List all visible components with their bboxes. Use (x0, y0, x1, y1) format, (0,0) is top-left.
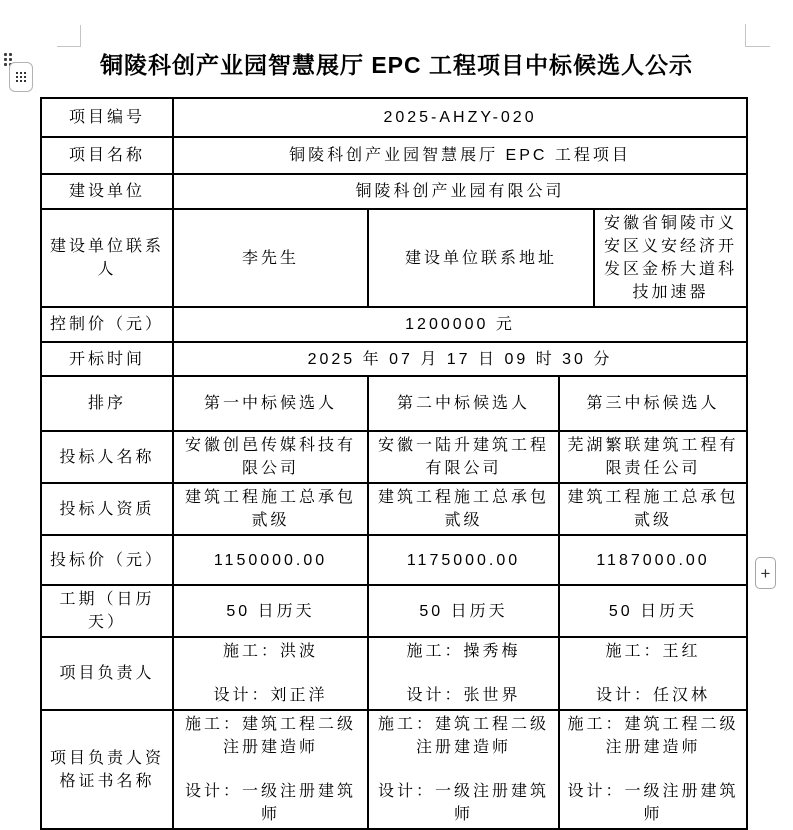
page-margin-mark-top-right (745, 24, 746, 47)
duration-2: 50 日历天 (368, 585, 559, 637)
duration-1: 50 日历天 (173, 585, 368, 637)
bidder-name-1: 安徽创邑传媒科技有限公司 (173, 431, 368, 483)
rank-candidate-1: 第一中标候选人 (173, 376, 368, 431)
contact-address-label: 建设单位联系地址 (368, 209, 594, 307)
control-price-value: 1200000 元 (173, 307, 747, 342)
row-open-time (41, 342, 747, 376)
certificate-1-construction: 施工：建筑工程二级注册建造师 (184, 716, 356, 756)
contact-address: 安徽省铜陵市义安区义安经济开发区金桥大道科技加速器 (594, 209, 747, 307)
row-duration (41, 585, 747, 637)
row-project-no (41, 98, 747, 137)
duration-label: 工期（日历天） (41, 585, 173, 637)
manager-1-construction: 施工：洪波 (222, 643, 318, 660)
bid-price-label: 投标价（元） (41, 535, 173, 585)
row-bidder-qualification (41, 483, 747, 535)
control-price-label: 控制价（元） (41, 307, 173, 342)
duration-3: 50 日历天 (559, 585, 747, 637)
project-no-value: 2025-AHZY-020 (173, 98, 747, 137)
bidder-qualification-1: 建筑工程施工总承包贰级 (173, 483, 368, 535)
row-project-name (41, 137, 747, 174)
manager-2 (368, 637, 559, 710)
table-add-button[interactable] (755, 557, 776, 589)
certificate-1 (173, 710, 368, 829)
bidder-qualification-2: 建筑工程施工总承包贰级 (368, 483, 559, 535)
plus-icon: + (760, 563, 771, 583)
bidder-qualification-label: 投标人资质 (41, 483, 173, 535)
manager-label: 项目负责人 (41, 637, 173, 710)
manager-1-design: 设计：刘正洋 (213, 687, 328, 704)
row-bidder-name (41, 431, 747, 483)
bidder-name-label: 投标人名称 (41, 431, 173, 483)
open-time-value: 2025 年 07 月 17 日 09 时 30 分 (173, 342, 747, 376)
row-contact (41, 209, 747, 307)
bid-price-1: 1150000.00 (173, 535, 368, 585)
certificate-3-design: 设计：一级注册建筑师 (567, 783, 739, 823)
bidder-name-2: 安徽一陆升建筑工程有限公司 (368, 431, 559, 483)
manager-3-construction: 施工：王红 (605, 643, 701, 660)
row-manager (41, 637, 747, 710)
row-rank (41, 376, 747, 431)
certificate-2-design: 设计：一级注册建筑师 (377, 783, 549, 823)
manager-3-design: 设计：任汉林 (596, 687, 711, 704)
row-control-price (41, 307, 747, 342)
rank-candidate-2: 第二中标候选人 (368, 376, 559, 431)
certificate-label: 项目负责人资格证书名称 (41, 710, 173, 829)
contact-label: 建设单位联系人 (41, 209, 173, 307)
project-name-label: 项目名称 (41, 137, 173, 174)
contact-name: 李先生 (173, 209, 368, 307)
owner-label: 建设单位 (41, 174, 173, 209)
bidder-name-3: 芜湖繁联建筑工程有限责任公司 (559, 431, 747, 483)
manager-3 (559, 637, 747, 710)
document-title: 铜陵科创产业园智慧展厅 EPC 工程项目中标候选人公示 (99, 52, 694, 78)
owner-value: 铜陵科创产业园有限公司 (173, 174, 747, 209)
certificate-2 (368, 710, 559, 829)
rank-label: 排序 (41, 376, 173, 431)
rank-candidate-3: 第三中标候选人 (559, 376, 747, 431)
row-certificate (41, 710, 747, 829)
bidder-qualification-3: 建筑工程施工总承包贰级 (559, 483, 747, 535)
bid-announcement-table (40, 97, 748, 830)
certificate-3 (559, 710, 747, 829)
row-bid-price (41, 535, 747, 585)
project-name-value: 铜陵科创产业园智慧展厅 EPC 工程项目 (173, 137, 747, 174)
certificate-3-construction: 施工：建筑工程二级注册建造师 (567, 716, 739, 756)
page-margin-mark-top-left (80, 25, 81, 47)
manager-2-construction: 施工：操秀梅 (406, 643, 521, 660)
project-no-label: 项目编号 (41, 98, 173, 137)
row-owner (41, 174, 747, 209)
certificate-2-construction: 施工：建筑工程二级注册建造师 (377, 716, 549, 756)
open-time-label: 开标时间 (41, 342, 173, 376)
bid-price-2: 1175000.00 (368, 535, 559, 585)
bid-price-3: 1187000.00 (559, 535, 747, 585)
manager-2-design: 设计：张世界 (406, 687, 521, 704)
manager-1 (173, 637, 368, 710)
certificate-1-design: 设计：一级注册建筑师 (184, 783, 356, 823)
